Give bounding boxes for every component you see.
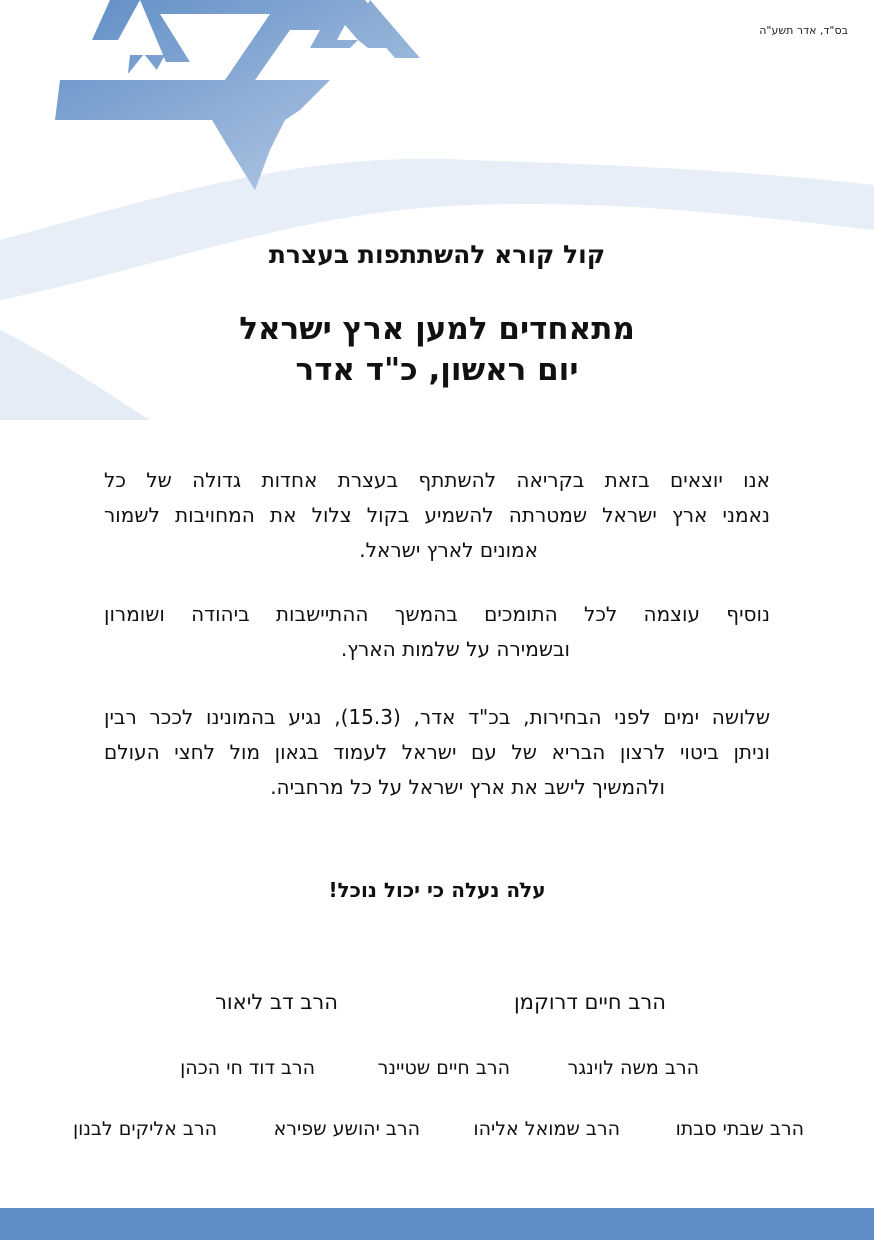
signatory: הרב דב ליאור bbox=[215, 990, 338, 1014]
signatory: הרב משה לוינגר bbox=[567, 1057, 699, 1079]
flag-wave-shadow bbox=[0, 159, 874, 300]
signatory: הרב חיים שטיינר bbox=[377, 1057, 510, 1079]
slogan: עלֹה נעלה כי יכול נוכל! bbox=[328, 878, 546, 902]
signatory: הרב שמואל אליהו bbox=[473, 1118, 620, 1140]
paragraph-elections bbox=[104, 700, 770, 805]
paragraph-line: אנו יוצאים בזאת בקריאה להשתתף בעצרת אחדות גדולה של כל bbox=[104, 468, 770, 492]
paragraph-line: ובשמירה על שלמות הארץ. bbox=[340, 637, 570, 661]
signatory: הרב חיים דרוקמן bbox=[513, 990, 666, 1014]
paragraph-line: נוסיף עוצמה לכל התומכים בהמשך ההתיישבות ביהודה ושומרון bbox=[104, 602, 770, 626]
footer-bar bbox=[0, 1208, 874, 1240]
paragraph-intro bbox=[104, 463, 770, 568]
paragraph-line: אמונים לארץ ישראל. bbox=[359, 538, 538, 562]
paragraph-line: ולהמשיך לישב את ארץ ישראל על כל מרחביה. bbox=[270, 775, 665, 799]
signatory: הרב דוד חי הכהן bbox=[180, 1057, 315, 1079]
signatory: הרב שבתי סבתו bbox=[675, 1118, 804, 1140]
call-heading: קול קורא להשתתפות בעצרת bbox=[268, 240, 606, 269]
signatory: הרב יהושע שפירא bbox=[273, 1118, 420, 1140]
corner-date: בס"ד, אדר תשע"ה bbox=[759, 24, 848, 37]
paragraph-strength bbox=[104, 597, 770, 667]
paragraph-line: וניתן ביטוי לרצון הבריא של עם ישראל לעמוד בגאון מול לחצי העולם bbox=[104, 740, 770, 764]
paragraph-line: שלושה ימים לפני הבחירות, בכ"ד אדר, (15.3), נגיע בהמונינו לככר רבין bbox=[104, 705, 771, 729]
paragraph-line: נאמני ארץ ישראל שמטרתה להשמיע בקול צלול את המחויבות לשמור bbox=[104, 503, 770, 527]
event-date-headline: יום ראשון, כ"ד אדר bbox=[295, 352, 579, 388]
signatory: הרב אליקים לבנון bbox=[72, 1118, 217, 1140]
main-headline: מתאחדים למען ארץ ישראל bbox=[239, 311, 635, 347]
